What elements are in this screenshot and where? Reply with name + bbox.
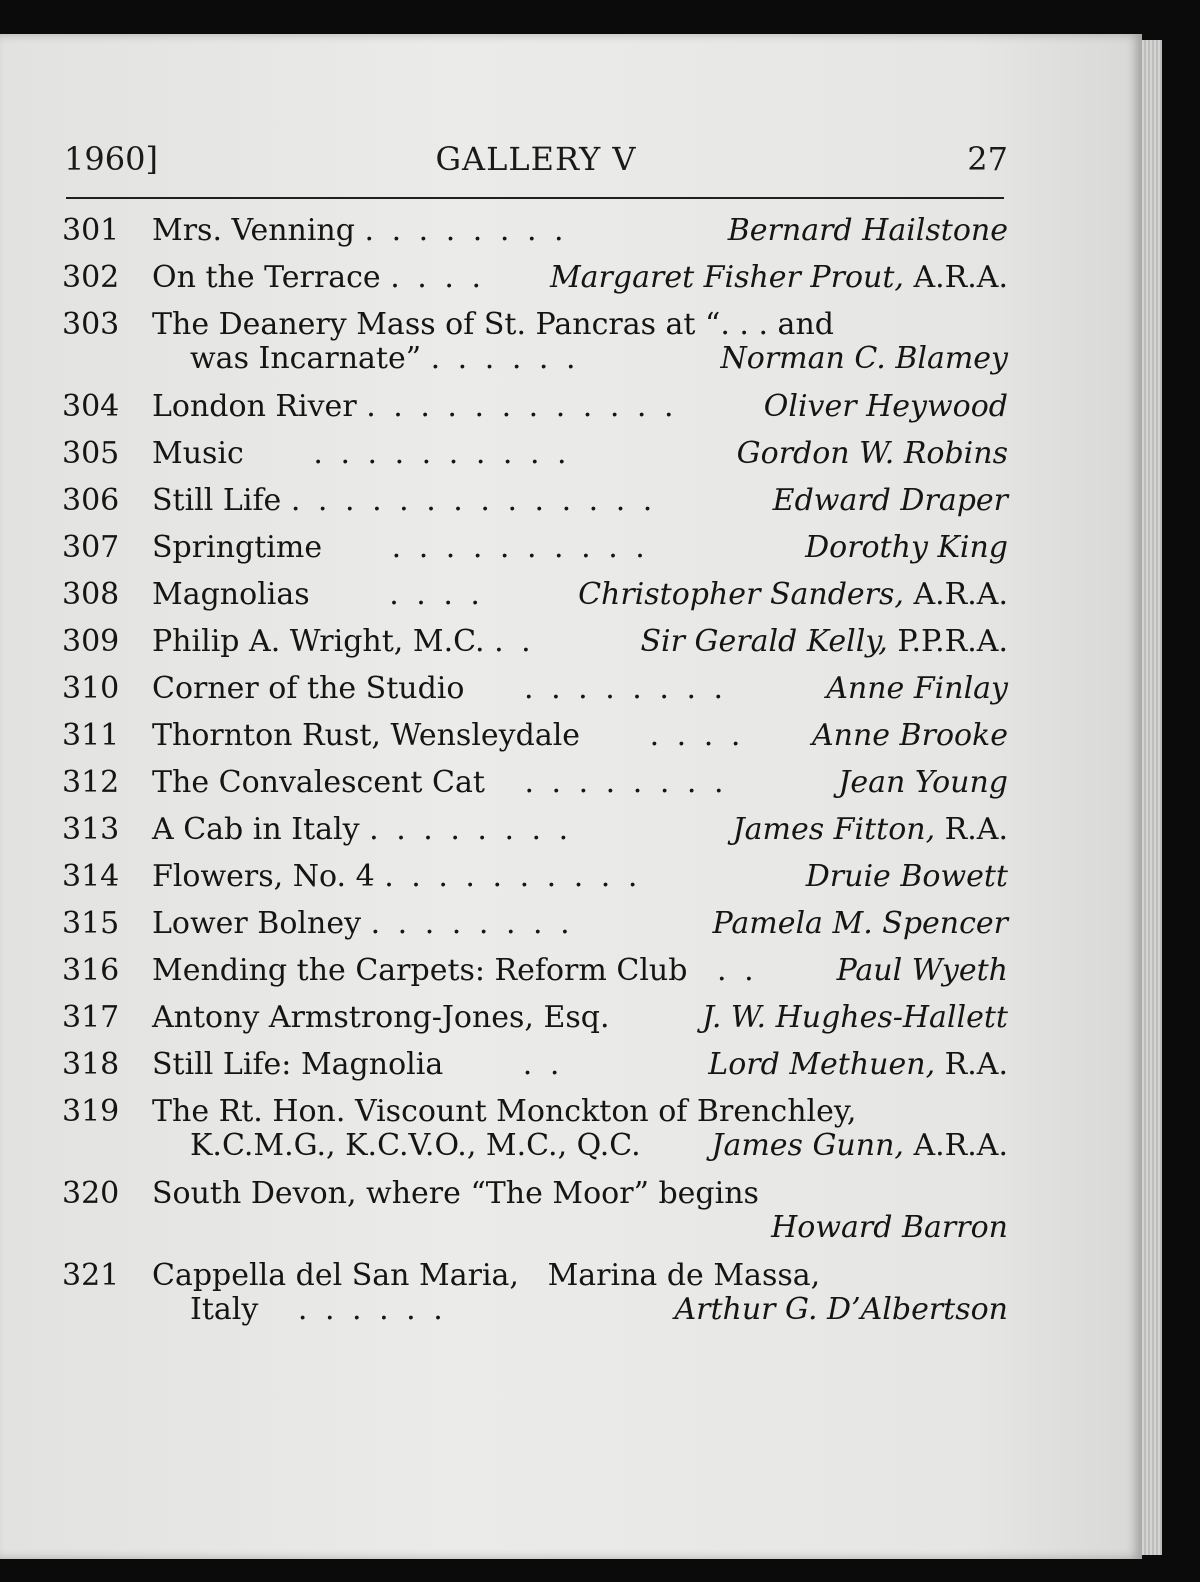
entry-number: 303: [62, 307, 120, 342]
catalogue-entry: [62, 1253, 1008, 1335]
leader-dots: . . . . . .: [297, 1292, 447, 1327]
catalogue-entry: [62, 302, 1008, 384]
entry-artist: Pamela M. Spencer: [712, 906, 1008, 941]
entry-title: A Cab in Italy: [152, 812, 360, 847]
entry-title: Still Life: [152, 483, 282, 518]
entry-title: Corner of the Studio: [152, 671, 465, 706]
entry-number: 314: [62, 859, 120, 894]
entry-title: Thornton Rust, Wensleydale: [152, 718, 581, 753]
entry-title: Lower Bolney: [152, 906, 362, 941]
entry-number: 313: [62, 812, 120, 847]
entry-artist: Paul Wyeth: [836, 953, 1008, 988]
entry-number: 306: [62, 483, 120, 518]
entry-title: The Convalescent Cat: [152, 765, 485, 800]
entry-number: 320: [62, 1176, 120, 1211]
entry-artist-suffix: A.R.A.: [903, 1128, 1008, 1163]
entry-number: 321: [62, 1258, 120, 1293]
entry-title: Cappella del San Maria, Marina de Massa,: [152, 1258, 821, 1293]
entry-title-continued: Italy: [190, 1292, 259, 1327]
entry-artist: Anne Brooke: [811, 718, 1008, 753]
entry-artist: Sir Gerald Kelly,: [640, 624, 888, 659]
entry-artist-suffix: A.R.A.: [903, 260, 1008, 295]
leader-dots: . . . . . . . . . .: [384, 859, 642, 894]
entry-number: 315: [62, 906, 120, 941]
catalogue-entry: [62, 666, 1008, 713]
page-header: [64, 140, 1008, 190]
entry-title-continued: was Incarnate”: [190, 341, 422, 376]
leader-dots: . . . . . . . .: [364, 213, 568, 248]
entry-artist: Gordon W. Robins: [736, 436, 1008, 471]
gallery-title: GALLERY V: [435, 140, 637, 178]
entry-number: 304: [62, 389, 120, 424]
entry-artist: Druie Bowett: [805, 859, 1008, 894]
leader-dots: . . . . . . . . . .: [391, 530, 649, 565]
leader-dots: . . . . . .: [430, 341, 580, 376]
leader-dots: . . . . . . . .: [369, 812, 573, 847]
entry-number: 311: [62, 718, 120, 753]
catalogue-entry: [62, 208, 1008, 255]
entry-artist: Norman C. Blamey: [720, 341, 1008, 376]
entry-title: Springtime: [152, 530, 323, 565]
entry-title: Magnolias: [152, 577, 310, 612]
catalogue-entry: [62, 995, 1008, 1042]
leader-dots: . .: [522, 1047, 564, 1082]
catalogue-entry: [62, 572, 1008, 619]
entry-artist: James Gunn,: [711, 1128, 904, 1163]
leader-dots: . . . . . . . . . . . . . .: [290, 483, 657, 518]
catalogue-entry: [62, 525, 1008, 572]
leader-dots: . .: [717, 953, 758, 988]
entry-artist: Margaret Fisher Prout,: [549, 260, 904, 295]
entry-title: On the Terrace: [152, 260, 381, 295]
entry-number: 316: [62, 953, 120, 988]
leader-dots: . . . .: [649, 718, 745, 753]
catalogue-entry: [62, 713, 1008, 760]
entry-title: Antony Armstrong-Jones, Esq.: [152, 1000, 610, 1035]
catalogue-entry: [62, 1042, 1008, 1089]
catalogue-entry: [62, 1171, 1008, 1253]
entry-artist: J. W. Hughes-Hallett: [702, 1000, 1008, 1035]
leader-dots: . . . .: [389, 577, 484, 612]
entry-artist: James Fitton,: [732, 812, 936, 847]
entry-artist-suffix: R.A.: [935, 1047, 1008, 1082]
entry-number: 317: [62, 1000, 120, 1035]
catalogue-entry: [62, 431, 1008, 478]
entry-title-continued: K.C.M.G., K.C.V.O., M.C., Q.C.: [190, 1128, 641, 1163]
leader-dots: . . . . . . . .: [370, 906, 574, 941]
entry-title: London River: [152, 389, 357, 424]
page-number: 27: [967, 140, 1008, 178]
entry-number: 318: [62, 1047, 120, 1082]
entry-artist: Howard Barron: [771, 1210, 1008, 1245]
entry-artist: Lord Methuen,: [708, 1047, 936, 1082]
entry-number: 301: [62, 213, 120, 248]
catalogue-entry: [62, 478, 1008, 525]
catalogue-entries: [62, 208, 1008, 1335]
leader-dots: . .: [494, 624, 535, 659]
catalogue-entry: [62, 384, 1008, 431]
entry-artist: Jean Young: [838, 765, 1008, 800]
entry-artist: Bernard Hailstone: [727, 213, 1008, 248]
entry-artist: Christopher Sanders,: [578, 577, 904, 612]
entry-artist-suffix: P.P.R.A.: [887, 624, 1008, 659]
entry-number: 310: [62, 671, 120, 706]
entry-number: 305: [62, 436, 120, 471]
leader-dots: . . . . . . . .: [524, 671, 728, 706]
entry-artist-suffix: A.R.A.: [903, 577, 1008, 612]
entry-number: 307: [62, 530, 120, 565]
entry-artist: Oliver Heywood: [763, 389, 1008, 424]
entry-title: The Rt. Hon. Viscount Monckton of Brenchley,: [152, 1094, 857, 1129]
leader-dots: . . . . . . . . . . . .: [366, 389, 678, 424]
entry-title: Philip A. Wright, M.C.: [152, 624, 485, 659]
entry-artist: Dorothy King: [805, 530, 1008, 565]
entry-title: Mrs. Venning: [152, 213, 355, 248]
catalogue-entry: [62, 948, 1008, 995]
page-edge: [1142, 40, 1162, 1555]
entry-number: 302: [62, 260, 120, 295]
leader-dots: . . . .: [390, 260, 485, 295]
catalogue-entry: [62, 760, 1008, 807]
catalogue-entry: [62, 901, 1008, 948]
catalogue-entry: [62, 255, 1008, 302]
entry-number: 309: [62, 624, 120, 659]
entry-number: 308: [62, 577, 120, 612]
entry-title: South Devon, where “The Moor” begins: [152, 1176, 759, 1211]
entry-artist: Edward Draper: [772, 483, 1008, 518]
entry-number: 312: [62, 765, 120, 800]
entry-title: Mending the Carpets: Reform Club: [152, 953, 688, 988]
leader-dots: . . . . . . . . . .: [313, 436, 571, 471]
catalogue-entry: [62, 1089, 1008, 1171]
entry-number: 319: [62, 1094, 120, 1129]
entry-artist: Arthur G. D’Albertson: [674, 1292, 1008, 1327]
catalogue-entry: [62, 854, 1008, 901]
entry-title: Flowers, No. 4: [152, 859, 375, 894]
entry-artist: Anne Finlay: [826, 671, 1008, 706]
leader-dots: . . . . . . . .: [524, 765, 728, 800]
entry-title: Still Life: Magnolia: [152, 1047, 444, 1082]
catalogue-entry: [62, 619, 1008, 666]
catalogue-entry: [62, 807, 1008, 854]
entry-artist-suffix: R.A.: [935, 812, 1008, 847]
header-year: 1960]: [64, 140, 158, 178]
header-rule: [66, 197, 1004, 199]
entry-title: The Deanery Mass of St. Pancras at “. . . and: [152, 307, 834, 342]
entry-title: Music: [152, 436, 244, 471]
